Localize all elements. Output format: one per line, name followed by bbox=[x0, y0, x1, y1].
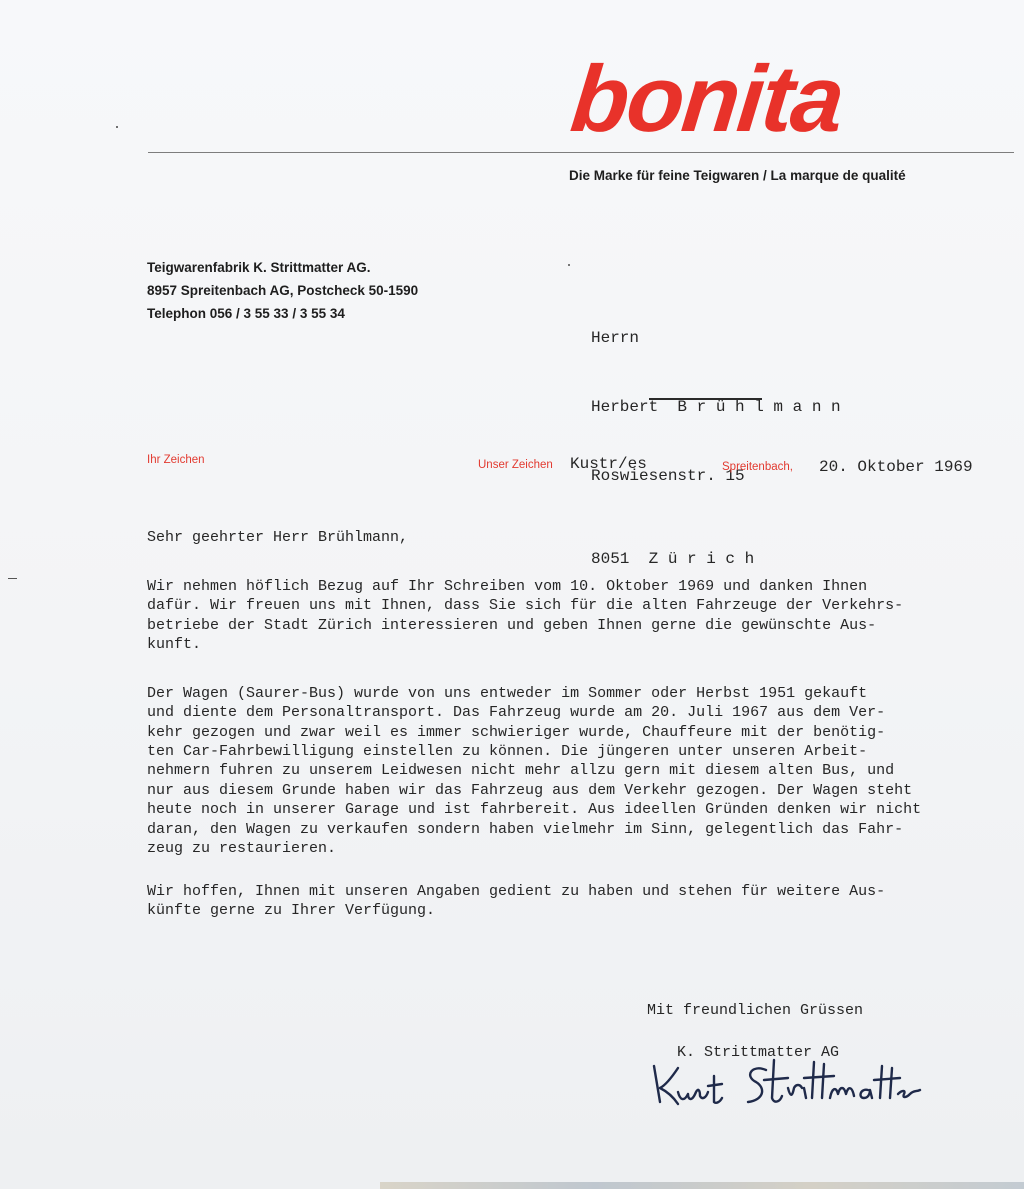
fold-mark bbox=[8, 578, 17, 579]
city-underline bbox=[649, 398, 762, 400]
letter-body bbox=[147, 528, 1007, 921]
paragraph-line: Wir hoffen, Ihnen mit unseren Angaben gedient zu haben und stehen für weitere Aus- bbox=[147, 882, 886, 900]
paragraph-line: betriebe der Stadt Zürich interessieren und geben Ihnen gerne die gewünschte Aus- bbox=[147, 616, 877, 634]
paragraph-line: heute noch in unserer Garage und ist fahrbereit. Aus ideellen Gründen denken wir nicht bbox=[147, 801, 922, 819]
place-label: Spreitenbach, bbox=[722, 461, 793, 473]
bottom-edge-strip bbox=[380, 1182, 1024, 1189]
ihr-zeichen-label: Ihr Zeichen bbox=[147, 454, 205, 466]
paragraph-line: kehr gezogen und zwar weil es immer schwieriger wurde, Chauffeure mit der benötig- bbox=[147, 723, 886, 741]
paper-speck bbox=[568, 264, 570, 266]
closing-regards: Mit freundlichen Grüssen bbox=[647, 1002, 864, 1019]
paragraph-1 bbox=[147, 577, 1007, 655]
letter-date: 20. Oktober 1969 bbox=[819, 458, 973, 476]
bonita-logo: bonita bbox=[566, 46, 848, 151]
sender-company: Teigwarenfabrik K. Strittmatter AG. bbox=[147, 260, 371, 275]
paragraph-line: nur aus diesem Grunde haben wir das Fahrzeug aus dem Verkehr gezogen. Der Wagen steht bbox=[147, 781, 913, 799]
paragraph-3 bbox=[147, 882, 1007, 921]
paragraph-line: Der Wagen (Saurer-Bus) wurde von uns entweder im Sommer oder Herbst 1951 gekauft bbox=[147, 684, 868, 702]
paragraph-line: kunft. bbox=[147, 636, 202, 654]
sender-address-block bbox=[147, 256, 418, 325]
recipient-name: Herbert B r ü h l m a n n bbox=[591, 398, 841, 416]
paragraph-2 bbox=[147, 684, 1007, 859]
paragraph-line: dafür. Wir freuen uns mit Ihnen, dass Sie sich für die alten Fahrzeuge der Verkehrs- bbox=[147, 597, 904, 615]
recipient-salutation: Herrn bbox=[591, 329, 640, 347]
paragraph-line: ten Car-Fahrbewilligung einstellen zu können. Die jüngeren unter unseren Arbeit- bbox=[147, 743, 868, 761]
paragraph-line: künfte gerne zu Ihrer Verfügung. bbox=[147, 902, 436, 920]
sender-phone: Telephon 056 / 3 55 33 / 3 55 34 bbox=[147, 306, 345, 321]
letterhead-tagline: Die Marke für feine Teigwaren / La marque de qualité bbox=[569, 168, 906, 183]
closing-company: K. Strittmatter AG bbox=[677, 1044, 840, 1061]
paragraph-line: und diente dem Personaltransport. Das Fahrzeug wurde am 20. Juli 1967 aus dem Ver- bbox=[147, 704, 886, 722]
unser-zeichen-label: Unser Zeichen bbox=[478, 459, 553, 471]
handwritten-signature bbox=[648, 1052, 928, 1122]
paragraph-line: nehmern fuhren zu unserem Leidwesen nicht mehr allzu gern mit diesem alten Bus, und bbox=[147, 762, 895, 780]
letterhead-rule bbox=[148, 152, 1014, 153]
paragraph-line: Wir nehmen höflich Bezug auf Ihr Schreiben vom 10. Oktober 1969 und danken Ihnen bbox=[147, 577, 868, 595]
recipient-street: Roswiesenstr. 15 bbox=[591, 467, 745, 485]
unser-zeichen-value: Kustr/es bbox=[570, 455, 647, 473]
recipient-city: 8051 Z ü r i c h bbox=[591, 550, 755, 568]
paragraph-line: daran, den Wagen zu verkaufen sondern haben vielmehr im Sinn, gelegentlich das Fahr- bbox=[147, 820, 904, 838]
paper-speck bbox=[116, 126, 118, 128]
paragraph-line: zeug zu restaurieren. bbox=[147, 840, 337, 858]
greeting: Sehr geehrter Herr Brühlmann, bbox=[147, 529, 409, 546]
sender-address: 8957 Spreitenbach AG, Postcheck 50-1590 bbox=[147, 283, 419, 298]
